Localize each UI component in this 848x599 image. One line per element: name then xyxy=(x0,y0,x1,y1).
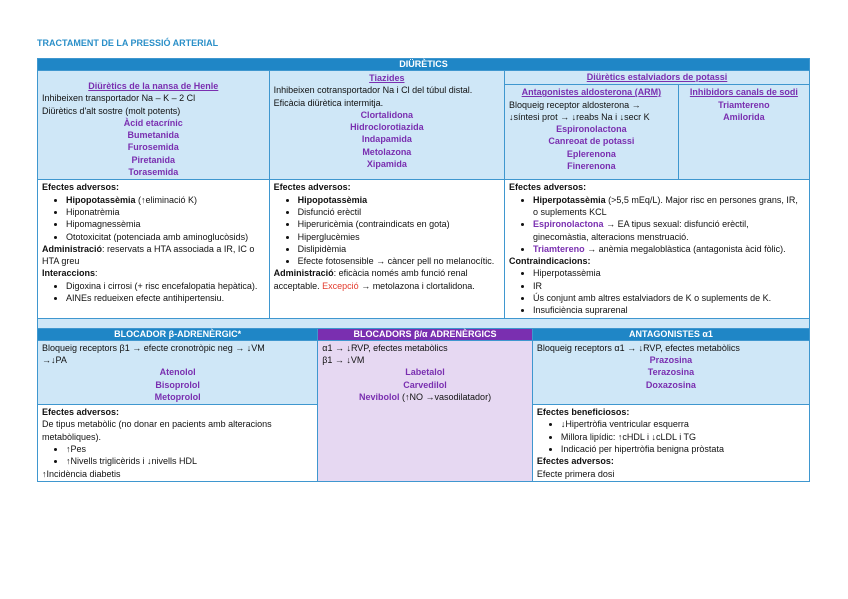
list-item: • Triamtereno → anèmia megaloblàstica (antagonista àcid fòlic). xyxy=(533,243,805,255)
sparing-title: Diürètics estalviadors de potassi xyxy=(586,72,728,82)
arm-title: Antagonistes aldosterona (ARM) xyxy=(521,87,662,98)
list-item: • Disfunció erèctil xyxy=(298,206,500,218)
list-item: • Hipomagnessèmia xyxy=(66,218,265,230)
list-item: • Hiperuricèmia (contraindicats en gota) xyxy=(298,218,500,230)
drug-name: Clortalidona xyxy=(360,109,414,120)
alpha-effects-cell xyxy=(532,405,809,482)
loop-adverse-list xyxy=(42,194,265,243)
drug-name: Finerenona xyxy=(567,160,616,171)
drug-name: Piretanida xyxy=(131,154,176,165)
list-item: • Digoxina i cirrosi (+ risc encefalopatia hepàtica). xyxy=(66,280,265,292)
list-item: • Hiponatrèmia xyxy=(66,206,265,218)
list-item: • Dislipidèmia xyxy=(298,243,500,255)
drug-name: Furosemida xyxy=(127,142,179,153)
beta-adverse-list xyxy=(42,443,313,468)
page-title: TRACTAMENT DE LA PRESSIÓ ARTERIAL xyxy=(37,38,219,48)
loop-desc-2: Diürètics d'alt sostre (molt potents) xyxy=(42,105,181,116)
drug-name: Labetalol xyxy=(405,367,445,378)
thiazides-title: Tiazides xyxy=(369,73,405,83)
alpha-antagonists-header: ANTAGONISTES α1 xyxy=(532,328,809,340)
list-item: • Ototoxicitat (potenciada amb aminoglucòsids) xyxy=(66,231,265,243)
drug-name: Bumetanida xyxy=(127,130,180,141)
drug-name: Hidroclorotiazida xyxy=(350,122,424,133)
thiazides-adverse-list xyxy=(274,194,500,268)
arm-desc-1: Bloqueig receptor aldosterona → xyxy=(509,99,641,110)
arm-desc-2: ↓síntesi prot → ↓reabs Na i ↓secr K xyxy=(509,111,650,122)
list-item: • AINEs redueixen efecte antihipertensiu. xyxy=(66,292,265,304)
drug-name: Terazosina xyxy=(647,367,695,378)
adverse-label: Efectes adversos: xyxy=(42,407,120,418)
beta-desc-2: →↓PA xyxy=(42,354,67,365)
drug-name: Prazosina xyxy=(649,354,693,365)
drug-name: Doxazosina xyxy=(645,379,696,390)
beta-adverse-desc: De tipus metabòlic (no donar en pacients amb alteracions metabòliques). xyxy=(42,419,272,442)
list-item: • Ús conjunt amb altres estalviadors de K o suplements de K. xyxy=(533,292,805,304)
list-item: • Hiperglucèmies xyxy=(298,231,500,243)
arm-cell xyxy=(505,85,679,180)
loop-interactions-label: Interaccions: xyxy=(42,268,98,279)
loop-diuretics-title: Diürètics de la nansa de Henle xyxy=(88,81,219,91)
list-item: • Millora lipídic: ↑cHDL i ↓cLDL i TG xyxy=(561,431,805,443)
drug-name: Canreoat de potassi xyxy=(548,136,635,147)
adverse-label: Efectes adversos: xyxy=(42,182,120,193)
list-item: • Efecte fotosensible → càncer pell no melanocític. xyxy=(298,255,500,267)
drug-name: Espironolactona xyxy=(556,124,627,135)
loop-desc-1: Inhibeixen transportador Na – K – 2 Cl xyxy=(42,93,196,104)
drug-name: Amilorida xyxy=(723,111,765,122)
loop-diuretics-cell xyxy=(38,71,270,180)
loop-admin: Administració: reservats a HTA associada a IR, IC o HTA greu xyxy=(42,243,255,267)
exception-label: Excepció xyxy=(322,280,359,291)
thiazides-desc-1: Inhibeixen cotransportador Na i Cl del túbul distal. xyxy=(273,85,473,96)
benefits-label: Efectes beneficiosos: xyxy=(536,407,630,418)
list-item: • ↓Hipertròfia ventricular esquerra xyxy=(561,418,805,430)
drug-name: Indapamida xyxy=(361,134,412,145)
alpha-benefits-list xyxy=(537,418,805,455)
list-item: • Hipopotassèmia (↑eliminació K) xyxy=(66,194,265,206)
alpha-desc: Bloqueig receptors α1 → ↓RVP, efectes metabòlics xyxy=(536,342,740,353)
thiazides-adverse-cell xyxy=(269,180,504,318)
drug-name: Triamtereno xyxy=(718,99,770,110)
alpha-adverse-text: Efecte primera dosi xyxy=(536,468,615,479)
alpha-antagonists-cell xyxy=(532,340,809,404)
diuretics-header: DIÜRÈTICS xyxy=(38,59,810,71)
beta-extra: ↑Incidència diabetis xyxy=(42,468,121,479)
list-item: • ↑Nivells triglicèrids i ↓nivells HDL xyxy=(66,455,313,467)
drug-name: Eplerenona xyxy=(566,148,616,159)
drug-name: Torasemida xyxy=(128,167,179,178)
beta-alpha-cell xyxy=(318,340,533,481)
adverse-label: Efectes adversos: xyxy=(536,456,614,467)
beta-blocker-cell xyxy=(38,340,318,404)
loop-adverse-cell xyxy=(38,180,270,318)
beta-alpha-desc-1: α1 → ↓RVP, efectes metabòlics xyxy=(322,342,448,353)
nebivolol-line: Nevibolol (↑NO →vasodilatador) xyxy=(359,391,492,402)
beta-desc-1: Bloqueig receptors β1 → efecte cronotròpic neg → ↓VM xyxy=(42,342,265,353)
list-item: • ↑Pes xyxy=(66,443,313,455)
treatment-sheet xyxy=(37,58,810,482)
diuretics-table xyxy=(37,58,810,329)
list-item: • Espironolactona → EA tipus sexual: disfunció erèctil, ginecomàstia, alteracions menstruació. xyxy=(533,218,805,243)
list-item: • IR xyxy=(533,280,805,292)
contraindications-list xyxy=(509,267,805,316)
beta-alpha-header: BLOCADORS β/α ADRENÈRGICS xyxy=(318,328,533,340)
drug-name: Carvedilol xyxy=(403,379,447,390)
drug-name: Àcid etacrínic xyxy=(123,117,183,128)
loop-interactions-list xyxy=(42,280,265,305)
beta-alpha-desc-2: β1 → ↓VM xyxy=(322,354,365,365)
adverse-label: Efectes adversos: xyxy=(509,182,587,193)
drug-name: Metoprolol xyxy=(154,391,201,402)
sparing-adverse-cell xyxy=(505,180,810,318)
sparing-adverse-list xyxy=(509,194,805,255)
sparing-header-cell xyxy=(505,71,810,85)
list-item: • Insuficiència suprarenal xyxy=(533,304,805,316)
contraindications-label: Contraindicacions: xyxy=(509,256,591,267)
beta-adverse-cell xyxy=(38,405,318,482)
enac-title: Inhibidors canals de sodi xyxy=(689,87,798,98)
drug-name: Metolazona xyxy=(362,146,412,157)
drug-name: Xipamida xyxy=(366,159,407,170)
drug-name: Atenolol xyxy=(159,367,196,378)
adverse-label: Efectes adversos: xyxy=(273,182,351,193)
list-item: • Hipopotassèmia xyxy=(298,194,500,206)
thiazides-admin: Administració: eficàcia només amb funció renal acceptable. Excepció → metolazona i clortalidona. xyxy=(273,268,475,291)
drug-name: Bisoprolol xyxy=(155,379,200,390)
list-item: • Hiperpotassèmia (>5,5 mEq/L). Major risc en persones grans, IR, o suplements KCL xyxy=(533,194,805,219)
enac-cell xyxy=(678,85,809,180)
section-divider xyxy=(38,318,810,328)
list-item: • Indicació per hipertròfia benigna pròstata xyxy=(561,443,805,455)
beta-blocker-header: BLOCADOR β-ADRENÈRGIC* xyxy=(38,328,318,340)
thiazides-desc-2: Eficàcia diürètica intermitja. xyxy=(273,97,384,108)
blockers-table xyxy=(37,328,810,482)
thiazides-cell xyxy=(269,71,504,180)
list-item: • Hiperpotassèmia xyxy=(533,267,805,279)
